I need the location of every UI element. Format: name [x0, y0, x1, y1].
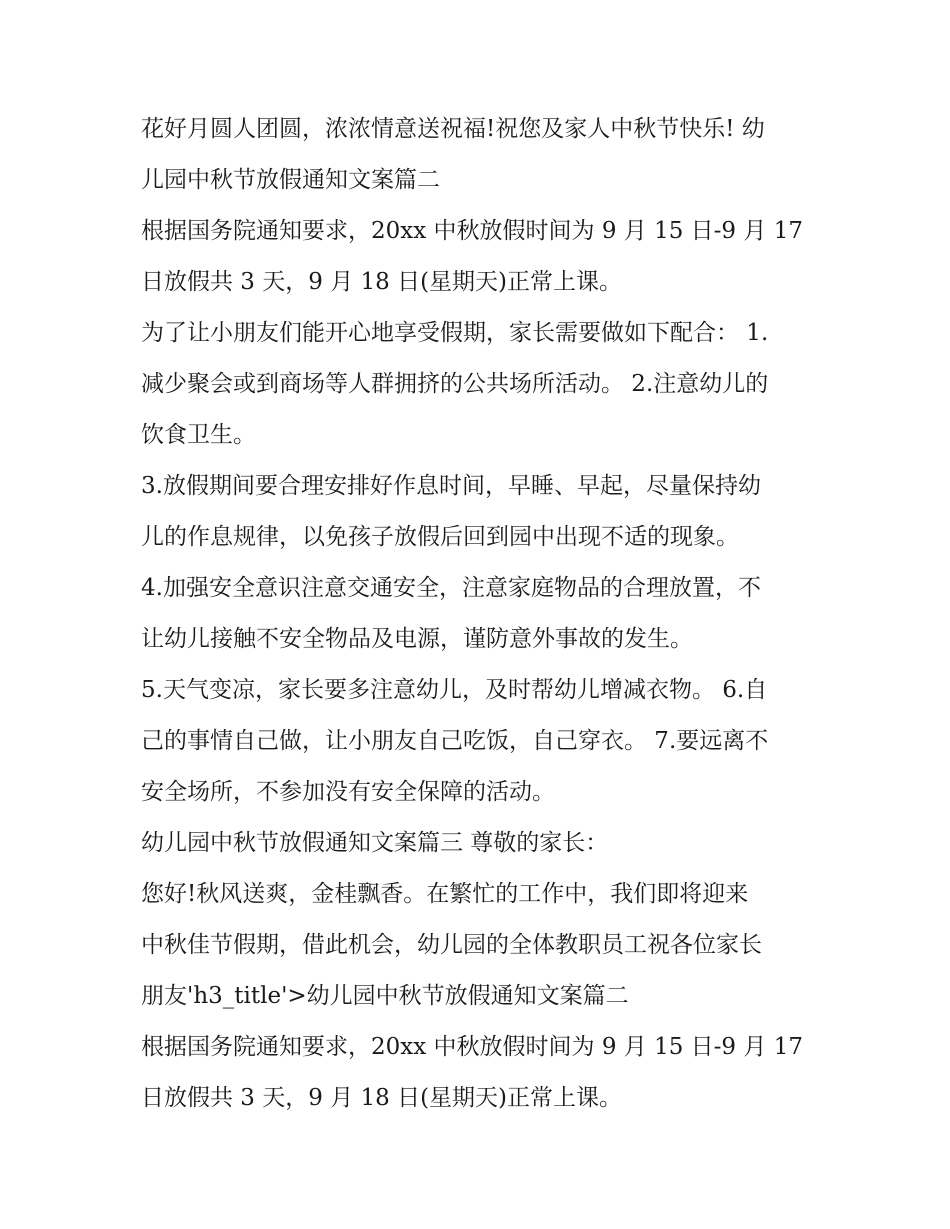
- text-line: 减少聚会或到商场等人群拥挤的公共场所活动。 2.注意幼儿的: [141, 371, 769, 397]
- text-line: 饮食卫生。: [141, 422, 256, 448]
- text-line: 幼儿园中秋节放假通知文案篇三 尊敬的家长：: [141, 830, 609, 856]
- text-line: 4.加强安全意识注意交通安全，注意家庭物品的合理放置，不: [141, 575, 761, 601]
- text-line: 根据国务院通知要求，20xx 中秋放假时间为 9 月 15 日-9 月 17: [141, 1034, 803, 1060]
- document-body: [141, 104, 813, 1124]
- text-line: 5.天气变凉，家长要多注意幼儿，及时帮幼儿增减衣物。 6.自: [141, 677, 768, 703]
- text-line: 安全场所，不参加没有安全保障的活动。: [141, 779, 555, 805]
- paragraph-autumn-greeting: [141, 869, 813, 1022]
- text-line: 儿园中秋节放假通知文案篇二: [141, 167, 440, 193]
- text-line: 儿的作息规律，以免孩子放假后回到园中出现不适的现象。: [141, 524, 739, 550]
- text-line: 根据国务院通知要求，20xx 中秋放假时间为 9 月 15 日-9 月 17: [141, 218, 803, 244]
- paragraph-greeting: [141, 104, 813, 206]
- paragraph-items-5-7: [141, 665, 813, 818]
- text-line: 花好月圆人团圆，浓浓情意送祝福!祝您及家人中秋节快乐! 幼: [141, 116, 765, 142]
- paragraph-holiday-dates: [141, 206, 813, 308]
- paragraph-heading-part-3: [141, 818, 813, 869]
- text-line: 您好!秋风送爽，金桂飘香。在繁忙的工作中，我们即将迎来: [141, 881, 749, 907]
- text-line: 日放假共 3 天，9 月 18 日(星期天)正常上课。: [141, 1085, 623, 1111]
- paragraph-holiday-dates-repeat: [141, 1022, 813, 1124]
- text-line: 3.放假期间要合理安排好作息时间，早睡、早起，尽量保持幼: [141, 473, 761, 499]
- text-line: 为了让小朋友们能开心地享受假期，家长需要做如下配合： 1.: [141, 320, 769, 346]
- paragraph-parent-cooperation: [141, 308, 813, 461]
- text-line: 己的事情自己做，让小朋友自己吃饭，自己穿衣。 7.要远离不: [141, 728, 769, 754]
- paragraph-item-3: [141, 461, 813, 563]
- text-line: 朋友'h3_title'>幼儿园中秋节放假通知文案篇二: [141, 983, 629, 1009]
- text-line: 日放假共 3 天，9 月 18 日(星期天)正常上课。: [141, 269, 623, 295]
- text-line: 让幼儿接触不安全物品及电源，谨防意外事故的发生。: [141, 626, 693, 652]
- paragraph-item-4: [141, 563, 813, 665]
- text-line: 中秋佳节假期，借此机会，幼儿园的全体教职员工祝各位家长: [141, 932, 762, 958]
